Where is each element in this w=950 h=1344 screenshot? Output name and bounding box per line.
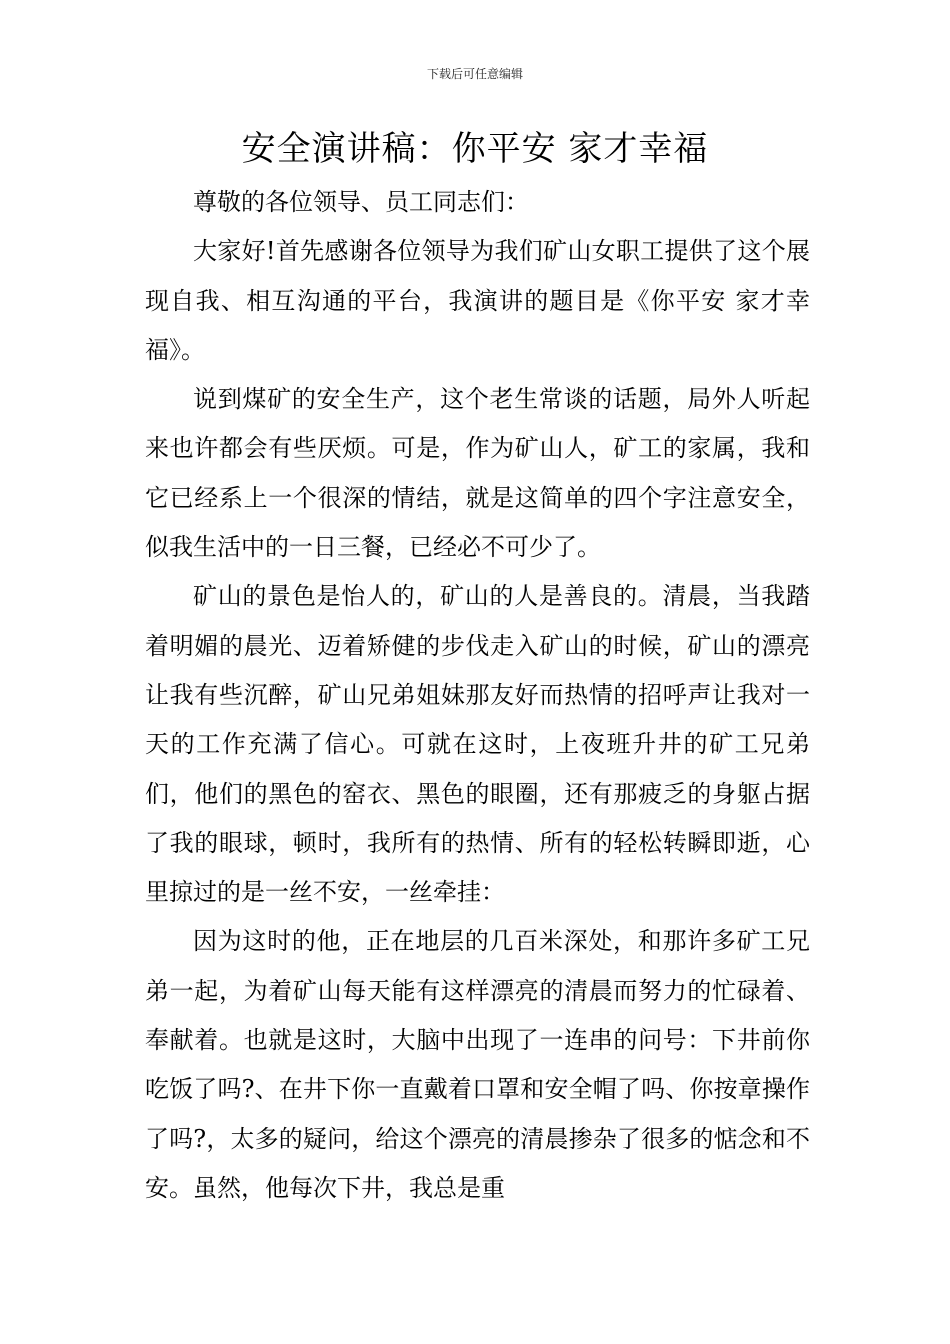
paragraph: 说到煤矿的安全生产，这个老生常谈的话题，局外人听起来也许都会有些厌烦。可是，作为矿山人，矿工的家属，我和它已经系上一个很深的情结，就是这简单的四个字注意安全，似我生活中的一日三餐，已经必不可少了。 [145,385,810,562]
paragraph-salutation: 尊敬的各位领导、员工同志们： [193,188,529,216]
document-body [145,178,810,1213]
paragraph: 大家好!首先感谢各位领导为我们矿山女职工提供了这个展现自我、相互沟通的平台，我演讲的题目是《你平安 家才幸福》。 [145,237,810,364]
paragraph: 矿山的景色是怡人的，矿山的人是善良的。清晨，当我踏着明媚的晨光、迈着矫健的步伐走入矿山的时候，矿山的漂亮让我有些沉醉，矿山兄弟姐妹那友好而热情的招呼声让我对一天的工作充满了信心。可就在这时，上夜班升井的矿工兄弟们，他们的黑色的窑衣、黑色的眼圈，还有那疲乏的身躯占据了我的眼球，顿时，我所有的热情、所有的轻松转瞬即逝，心里掠过的是一丝不安，一丝牵挂： [145,582,810,907]
paragraph: 因为这时的他，正在地层的几百米深处，和那许多矿工兄弟一起，为着矿山每天能有这样漂亮的清晨而努力的忙碌着、奉献着。也就是这时，大脑中出现了一连串的问号：下井前你吃饭了吗?、在井下你一直戴着口罩和安全帽了吗、你按章操作了吗?，太多的疑问，给这个漂亮的清晨掺杂了很多的惦念和不安。虽然，他每次下井，我总是重 [145,927,810,1202]
document-title: 安全演讲稿：你平安 家才幸福 [241,129,709,169]
header-note: 下载后可任意编辑 [426,67,523,81]
